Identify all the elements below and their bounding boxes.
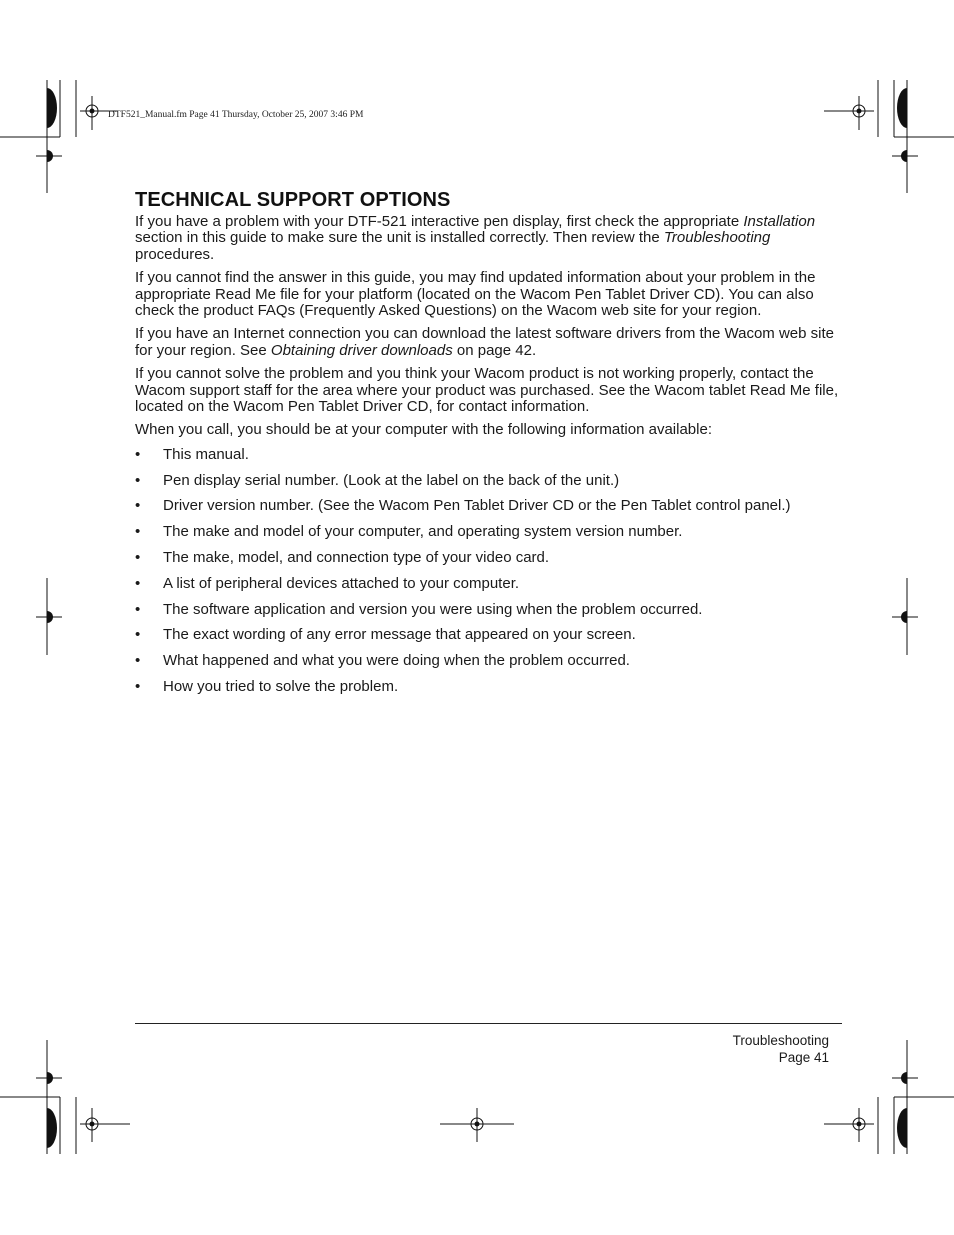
list-item-text: A list of peripheral devices attached to your computer. <box>163 574 520 592</box>
bullet-glyph: • <box>135 652 141 670</box>
paragraph-read-me: If you cannot find the answer in this guide, you may find updated information about your problem in the appropriate Read Me file for your platform (located on the Wacom Pen Tablet Driver CD). You can also check the product FAQs (Frequently Asked Questions) on the Wacom web site for your region. <box>135 269 816 320</box>
list-item <box>135 679 845 705</box>
bullet-glyph: • <box>135 626 141 644</box>
text-run: section in this guide to make sure the unit is installed correctly. Then review the <box>135 229 664 247</box>
list-item <box>135 602 845 628</box>
list-item-text: The exact wording of any error message that appeared on your screen. <box>163 626 636 644</box>
text-run: If you have a problem with your DTF-521 interactive pen display, first check the appropriate <box>135 213 744 230</box>
text-run: If you have an Internet connection you can download the latest software drivers from the Wacom web site for your region. See <box>135 325 834 359</box>
bullet-glyph: • <box>135 600 141 618</box>
list-item-text: What happened and what you were doing when the problem occurred. <box>163 652 630 670</box>
bullet-glyph: • <box>135 678 141 696</box>
list-item <box>135 447 845 473</box>
list-item-text: The make, model, and connection type of your video card. <box>163 549 550 567</box>
bullet-glyph: • <box>135 549 141 567</box>
list-item-text: Driver version number. (See the Wacom Pen Tablet Driver CD or the Pen Tablet control panel.) <box>163 497 791 515</box>
bullet-glyph: • <box>135 523 141 541</box>
list-item <box>135 627 845 653</box>
text-run: on page 42. <box>452 341 537 359</box>
paragraph-contact-support: If you cannot solve the problem and you think your Wacom product is not working properly, contact the Wacom support staff for the area where your product was purchased. See the Wacom tablet Read Me file, located on the Wacom Pen Tablet Driver CD, for contact information. <box>135 365 839 416</box>
driver-downloads-reference: Obtaining driver downloads <box>270 341 453 359</box>
text-run: procedures. <box>135 245 215 263</box>
list-item <box>135 576 845 602</box>
bullet-glyph: • <box>135 574 141 592</box>
footer-page-number: Page 41 <box>778 1050 829 1065</box>
list-item <box>135 550 845 576</box>
paragraph-intro <box>135 214 845 263</box>
list-item-text: Pen display serial number. (Look at the label on the back of the unit.) <box>163 471 620 489</box>
main-content <box>135 188 845 705</box>
list-item <box>135 473 845 499</box>
bullet-glyph: • <box>135 497 141 515</box>
paragraph-driver-downloads <box>135 326 845 359</box>
paragraph-when-you-call: When you call, you should be at your computer with the following information available: <box>135 421 712 439</box>
info-checklist <box>135 447 845 705</box>
file-slug: DTF521_Manual.fm Page 41 Thursday, October 25, 2007 3:46 PM <box>108 110 364 120</box>
footer-divider <box>135 1023 842 1024</box>
installation-reference: Installation <box>743 213 816 230</box>
list-item-text: The make and model of your computer, and operating system version number. <box>163 523 683 541</box>
page-title: TECHNICAL SUPPORT OPTIONS <box>135 189 451 211</box>
list-item-text: This manual. <box>163 445 249 463</box>
footer-section-name: Troubleshooting <box>732 1033 829 1048</box>
list-item <box>135 524 845 550</box>
list-item <box>135 498 845 524</box>
list-item-text: The software application and version you were using when the problem occurred. <box>163 600 703 618</box>
bullet-glyph: • <box>135 471 141 489</box>
list-item <box>135 653 845 679</box>
list-item-text: How you tried to solve the problem. <box>163 678 399 696</box>
bullet-glyph: • <box>135 445 141 463</box>
troubleshooting-reference: Troubleshooting <box>663 229 771 247</box>
